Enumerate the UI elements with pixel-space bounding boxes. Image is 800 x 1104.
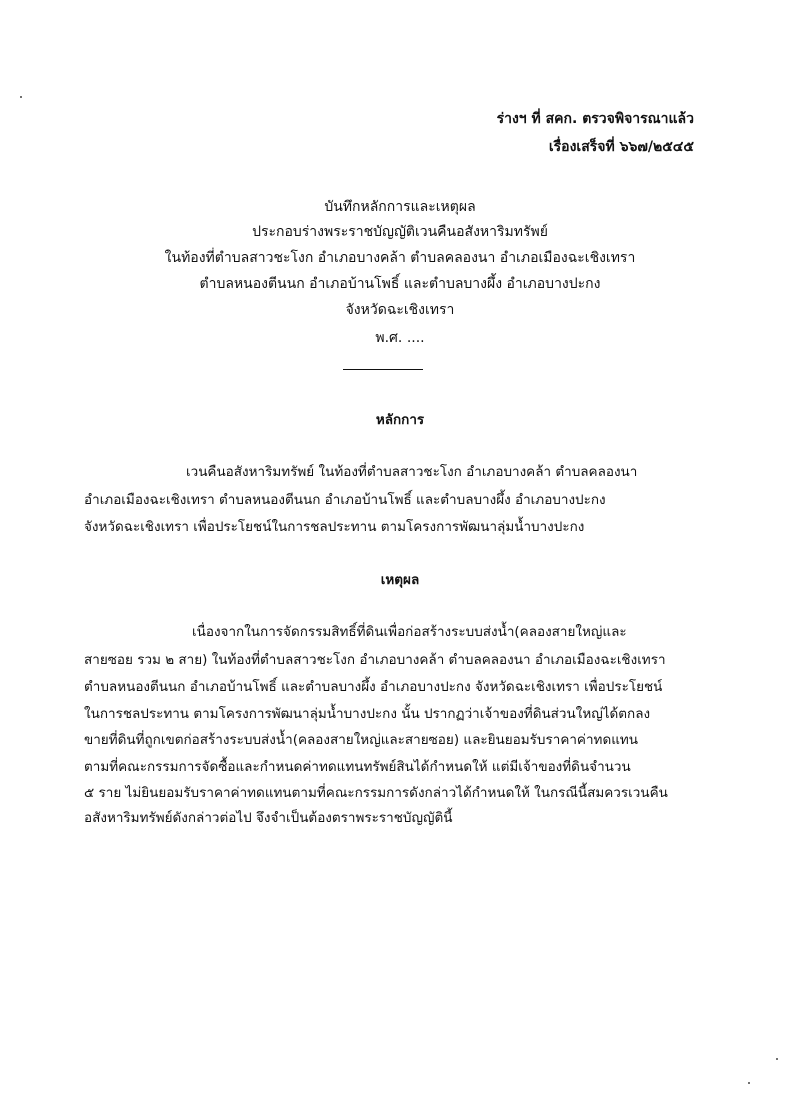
reason-line-8: อสังหาริมทรัพย์ดังกล่าวต่อไป จึงจำเป็นต้องตราพระราชบัญญัตินี้	[84, 810, 453, 826]
principle-heading: หลักการ	[375, 412, 425, 428]
reason-line-7: ๕ ราย ไม่ยินยอมรับราคาค่าทดแทนตามที่คณะกรรมการดังกล่าวได้กำหนดให้ ในกรณีนี้สมควรเวนคืน	[84, 785, 668, 801]
reason-line-3: ตำบลหนองตีนนก อำเภอบ้านโพธิ์ และตำบลบางผึ้ง อำเภอบางปะกง จังหวัดฉะเชิงเทรา เพื่อประโยชน์	[84, 679, 663, 695]
draft-status-note: ร่างฯ ที่ สคก. ตรวจพิจารณาแล้ว	[496, 111, 694, 127]
title-line-2: ประกอบร่างพระราชบัญญัติเวนคืนอสังหาริมทรัพย์	[252, 224, 548, 240]
title-line-6: พ.ศ. ....	[375, 330, 425, 346]
title-line-1: บันทึกหลักการและเหตุผล	[324, 199, 476, 215]
reason-line-4: ในการชลประทาน ตามโครงการพัฒนาลุ่มน้ำบางปะกง นั้น ปรากฏว่าเจ้าของที่ดินส่วนใหญ่ได้ตกลง	[84, 706, 651, 722]
principle-line-2: อำเภอเมืองฉะเชิงเทรา ตำบลหนองตีนนก อำเภอบ้านโพธิ์ และตำบลบางผึ้ง อำเภอบางปะกง	[84, 492, 606, 508]
reason-line-1: เนื่องจากในการจัดกรรมสิทธิ์ที่ดินเพื่อก่อสร้างระบบส่งน้ำ(คลองสายใหญ่และ	[192, 624, 627, 640]
scan-speck	[20, 96, 22, 98]
scan-speck	[776, 1058, 778, 1060]
title-line-5: จังหวัดฉะเชิงเทรา	[345, 302, 455, 318]
principle-line-1: เวนคืนอสังหาริมทรัพย์ ในท้องที่ตำบลสาวชะโงก อำเภอบางคล้า ตำบลคลองนา	[186, 464, 638, 480]
reason-line-2: สายซอย รวม ๒ สาย) ในท้องที่ตำบลสาวชะโงก อำเภอบางคล้า ตำบลคลองนา อำเภอเมืองฉะเชิงเทรา	[84, 652, 666, 668]
title-line-4: ตำบลหนองตีนนก อำเภอบ้านโพธิ์ และตำบลบางผึ้ง อำเภอบางปะกง	[199, 276, 601, 292]
title-line-3: ในท้องที่ตำบลสาวชะโงก อำเภอบางคล้า ตำบลคลองนา อำเภอเมืองฉะเชิงเทรา	[164, 250, 636, 266]
reason-line-5: ขายที่ดินที่ถูกเขตก่อสร้างระบบส่งน้ำ(คลองสายใหญ่และสายซอย) และยินยอมรับราคาค่าทดแทน	[84, 732, 639, 748]
title-divider	[343, 369, 423, 370]
completion-number-note: เรื่องเสร็จที่ ๖๖๗/๒๕๔๕	[548, 139, 694, 155]
reason-line-6: ตามที่คณะกรรมการจัดซื้อและกำหนดค่าทดแทนทรัพย์สินได้กำหนดให้ แต่มีเจ้าของที่ดินจำนวน	[84, 759, 631, 775]
principle-line-3: จังหวัดฉะเชิงเทรา เพื่อประโยชน์ในการชลประทาน ตามโครงการพัฒนาลุ่มน้ำบางปะกง	[84, 519, 585, 535]
scan-speck	[748, 1082, 750, 1084]
reason-heading: เหตุผล	[380, 572, 420, 588]
